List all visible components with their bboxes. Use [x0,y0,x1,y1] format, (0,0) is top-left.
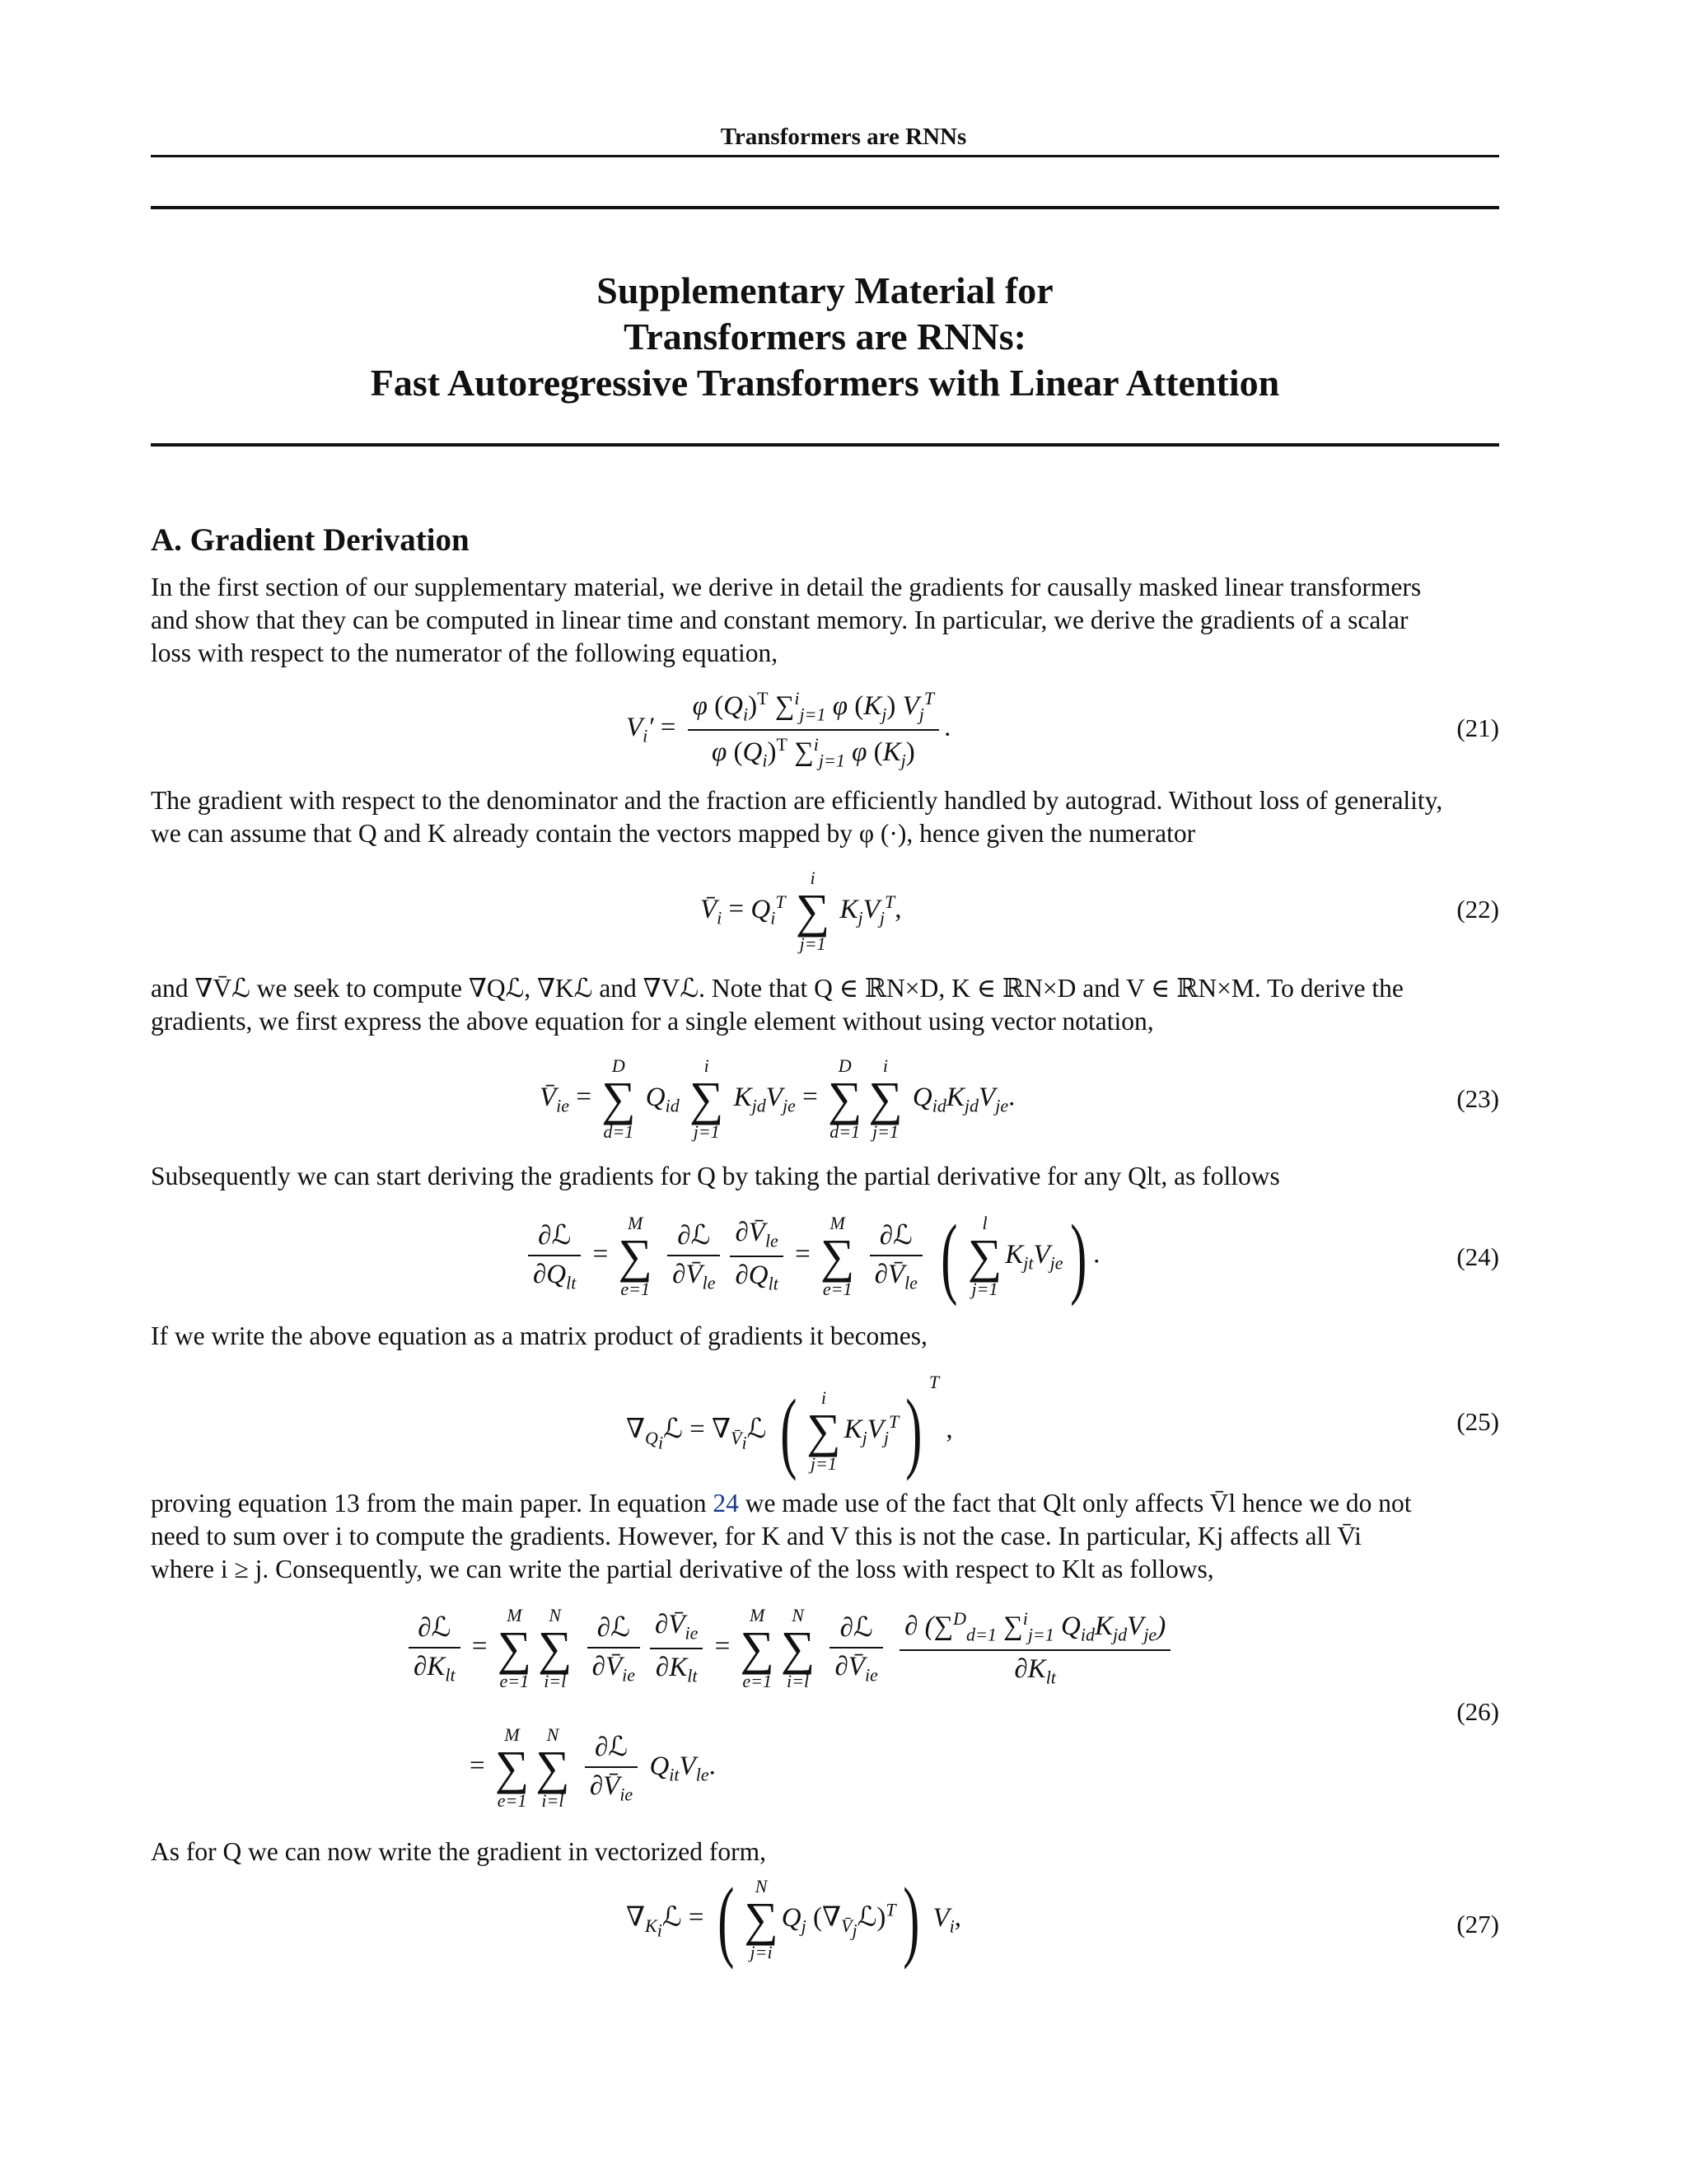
title-line-3: Fast Autoregressive Transformers with Linear Attention [370,362,1280,404]
equation-number-22: (22) [1456,895,1499,924]
header-rule [151,155,1499,157]
equation-number-25: (25) [1456,1407,1499,1436]
text-line: and show that they can be computed in linear time and constant memory. In particular, we derive the gradients of a scalar [151,606,1409,634]
equation-27: $\nabla_{K_i}ℒ$ = ( N ∑ j=i $Q_j$ $(\nabla_{V̄_j}ℒ)^T$) $V_i$, [626,1869,962,1970]
title-rule-bottom [151,443,1499,447]
equation-24: $\frac{\text{∂ℒ}}{\partial Q_{lt}}$ = M ∑ e=1 $\frac{\text{∂ℒ}}{\partial V̄_{le}}$ $\frac{\partial V̄_{le}}{\partial Q_{lt}}$ = M ∑ e=1 $\frac{\text{∂ℒ}}{\partial V̄_{le}}$ ( l ∑ j=1 $K_{jt}V_{je}$) . [523,1211,1100,1302]
equation-number-21: (21) [1456,713,1499,742]
paragraph-numerator [151,784,1499,850]
running-head: Transformers are RNNs [720,124,967,150]
equation-26-line-1: $\frac{\text{∂ℒ}}{\partial K_{lt}}$ = M ∑ e=1 N ∑ i=l $\frac{\text{∂ℒ}}{\partial V̄_{ie}}$ $\frac{\partial V̄_{ie}}{\partial K_{lt}}$ = M ∑ e=1 N ∑ i=l $\frac{\text{∂ℒ}}{\partial V̄_{ie}}$ $\frac{\partial (\sum^D_{d=1} \sum^i_{j=1} Q_{id}K_{jd}V_{je})}{\partial K_{lt}}$ [404,1606,1175,1691]
equation-24-link[interactable]: 24 [713,1489,739,1518]
equation-number-27: (27) [1456,1910,1499,1938]
text-line [151,1487,1499,1520]
text-line: where i ≥ j. Consequently, we can write the partial derivative of the loss with respect to Klt as follows, [151,1555,1214,1583]
section-heading: A. Gradient Derivation [151,522,470,558]
equation-number-24: (24) [1456,1242,1499,1271]
text-fragment: proving equation 13 from the main paper. In equation [151,1489,713,1518]
text-line: The gradient with respect to the denominator and the fraction are efficiently handled by autograd. Without loss of generality, [151,786,1443,815]
text-line: need to sum over i to compute the gradients. However, for K and V this is not the case. In particular, Kj affects all V̄i [151,1522,1362,1550]
text-line: Subsequently we can start deriving the gradients for Q by taking the partial derivative for any Qlt, as follows [151,1162,1280,1190]
text-line: If we write the above equation as a matrix product of gradients it becomes, [151,1321,928,1350]
title-line-2: Transformers are RNNs: [624,316,1026,358]
equation-23: $V̄_{ie}$ = D ∑ d=1 $Q_{id}$ i ∑ j=1 $K_{jd}V_{je}$ = D ∑ d=1 i ∑ j=1 $Q_{id}K_{jd}V_{je}$. [540,1055,1016,1142]
paragraph-intro [151,571,1499,670]
equation-number-26: (26) [1456,1697,1499,1726]
text-line: gradients, we first express the above equation for a single element without using vector notation, [151,1007,1154,1036]
text-line: In the first section of our supplementary material, we derive in detail the gradients for causally masked linear transformers [151,573,1422,601]
paper-title [151,268,1499,406]
paragraph-q-derivative [151,1160,1499,1193]
text-line: loss with respect to the numerator of the following equation, [151,638,778,667]
paragraph-k-derivative [151,1487,1499,1586]
equation-26-line-2: = M ∑ e=1 N ∑ i=l $\frac{\text{∂ℒ}}{\partial V̄_{ie}}$ $Q_{it}V_{le}$. [470,1724,716,1811]
equation-number-23: (23) [1456,1084,1499,1113]
title-rule-top [151,206,1499,209]
title-line-1: Supplementary Material for [596,269,1054,311]
paragraph-gradients [151,972,1499,1038]
text-fragment: we made use of the fact that Qlt only affects V̄l hence we do not [738,1489,1412,1518]
paragraph-matrix-product [151,1320,1499,1353]
equation-22: $V̄_i = Q_i^T$ i ∑ j=1 $K_jV_j^T$, [700,868,902,954]
text-line: and ∇V̄ℒ we seek to compute ∇Qℒ, ∇Kℒ and ∇Vℒ. Note that Q ∈ ℝN×D, K ∈ ℝN×D and V ∈ ℝN×M. To derive the [151,974,1404,1003]
equation-25: $\nabla_{Q_i}ℒ$ = $\nabla_{V̄_i}ℒ$ ( i ∑ j=1 $K_jV_j^T$) $^T$ , [626,1372,953,1482]
text-line: we can assume that Q and K already contain the vectors mapped by φ (·), hence given the numerator [151,819,1196,848]
text-line: As for Q we can now write the gradient in vectorized form, [151,1837,766,1866]
paragraph-vectorized [151,1836,1499,1868]
equation-21: $V_i'$ = $\frac{\varphi (Q_i)^T \sum^i_{j=1} \varphi (K_j) V_j^T}{\varphi (Q_i)^T \sum^i_{j=1} \varphi (K_j)}$ . [626,688,951,771]
